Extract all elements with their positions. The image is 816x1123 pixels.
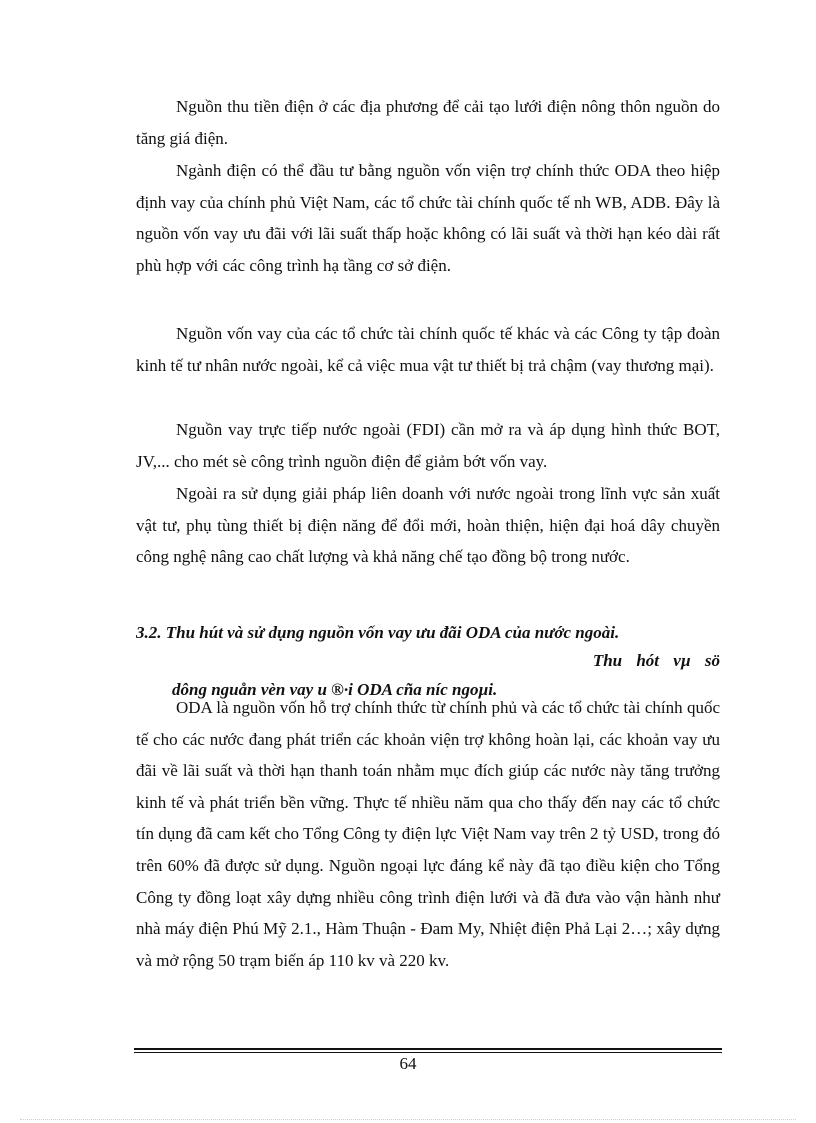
paragraph-fdi: Nguồn vay trực tiếp nước ngoài (FDI) cần mở ra và áp dụng hình thức BOT, JV,... cho mét sè công trình nguồn điện để giảm bớt vốn vay.	[136, 420, 720, 471]
garbled-heading-line1: Thu hót vµ sö	[592, 651, 720, 670]
page-border-dots	[20, 1119, 796, 1120]
paragraph-oda-investment: Ngành điện có thể đầu tư bằng nguồn vốn viện trợ chính thức ODA theo hiệp định vay của chính phủ Việt Nam, các tổ chức tài chính quốc tế nh WB, ADB. Đây là nguồn vốn vay ưu đãi với lãi suất thấp hoặc không có lãi suất và thời hạn kéo dài rất phù hợp với các công trình hạ tầng cơ sở điện.	[136, 161, 720, 275]
paragraph-joint-venture: Ngoài ra sử dụng giải pháp liên doanh với nước ngoài trong lĩnh vực sản xuất vật tư, phụ tùng thiết bị điện năng để đổi mới, hoàn thiện, hiện đại hoá dây chuyền công nghệ nâng cao chất lượng và khả năng chế tạo đồng bộ trong nước.	[136, 484, 720, 567]
paragraph-foreign-loans: Nguồn vốn vay của các tổ chức tài chính quốc tế khác và các Công ty tập đoàn kinh tế tư nhân nước ngoài, kể cả việc mua vật tư thiết bị trả chậm (vay thương mại).	[136, 324, 720, 375]
section-heading: 3.2. Thu hút và sử dụng nguồn vốn vay ưu đãi ODA của nước ngoài.	[136, 623, 620, 642]
page-number: 64	[399, 1054, 417, 1073]
paragraph-local-revenue: Nguồn thu tiền điện ở các địa phương để cải tạo lưới điện nông thôn nguồn do tăng giá điện.	[136, 97, 720, 148]
paragraph-oda: ODA là nguồn vốn hỗ trợ chính thức từ chính phủ và các tổ chức tài chính quốc tế cho các nước đang phát triển các khoản viện trợ không hoàn lại, các khoản vay ưu đãi về lãi suất và thời hạn thanh toán nhằm mục đích giúp các nước này tăng trưởng kinh tế và phát triển bền vững. Thực tế nhiều năm qua cho thấy đến nay các tổ chức tín dụng đã cam kết cho Tổng Công ty điện lực Việt Nam vay trên 2 tỷ USD, trong đó trên 60% đã được sử dụng. Nguồn ngoại lực đáng kể này đã tạo điều kiện cho Tổng Công ty đồng loạt xây dựng nhiều công trình điện lưới và đã đưa vào vận hành như nhà máy điện Phú Mỹ 2.1., Hàm Thuận - Đam My, Nhiệt điện Phả Lại 2…; xây dựng và mở rộng 50 trạm biến áp 110 kv và 220 kv.	[136, 698, 720, 970]
footer-rule-thin	[134, 1052, 722, 1053]
footer-rule-thick	[134, 1048, 722, 1050]
garbled-heading-line2: dông nguån vèn vay u ®·i ODA cña níc ngoµi.	[172, 680, 498, 699]
